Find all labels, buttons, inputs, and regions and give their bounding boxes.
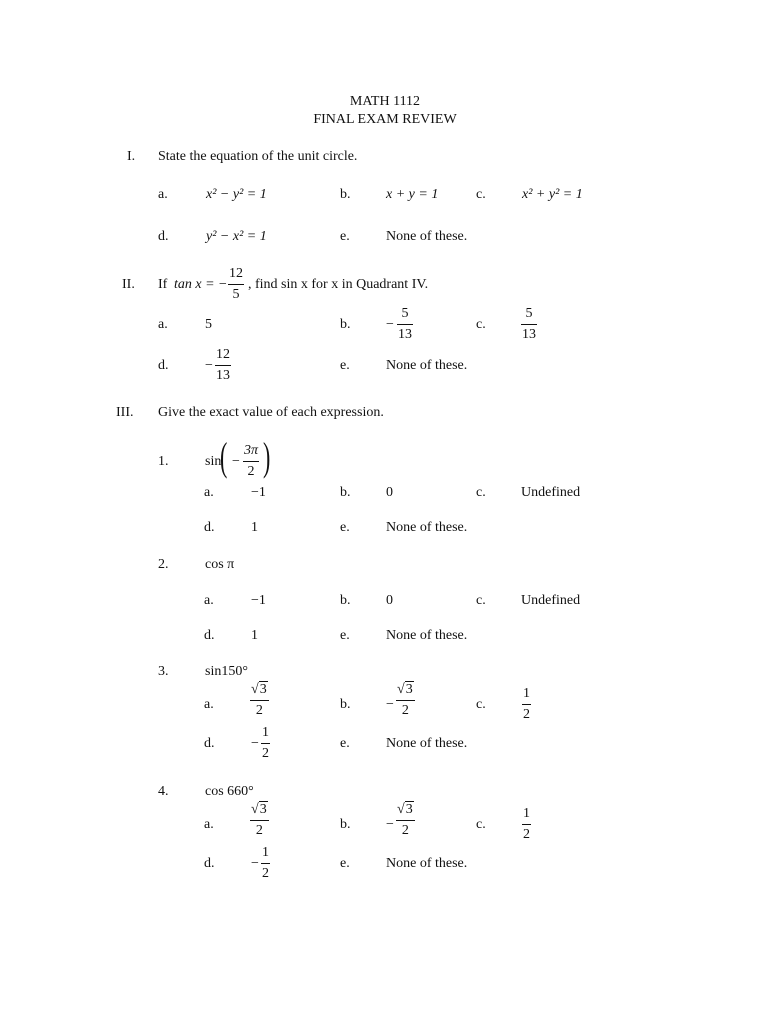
- q2-choice-c-letter: c.: [476, 593, 486, 608]
- q3-choice-b-letter: b.: [340, 697, 351, 712]
- s1-choice-e-letter: e.: [340, 229, 350, 244]
- q2-choice-a-letter: a.: [204, 593, 214, 608]
- s2-choice-b-fraction: [397, 307, 413, 342]
- section-1-numeral: I.: [127, 149, 136, 164]
- fraction-denominator: 2: [523, 707, 530, 722]
- q2-choice-d-text: 1: [251, 628, 258, 643]
- q4-number: 4.: [158, 784, 169, 799]
- sqrt-radicand: 3: [259, 802, 267, 817]
- q4-choice-a-fraction: [250, 803, 269, 838]
- q3-choice-a-letter: a.: [204, 697, 214, 712]
- s1-choice-b-letter: b.: [340, 187, 351, 202]
- q4-choice-b-letter: b.: [340, 817, 351, 832]
- fraction-numerator: 3π: [243, 444, 259, 462]
- q3-choice-b-fraction: [396, 683, 415, 718]
- fraction-denominator: 13: [522, 327, 536, 342]
- q1-choice-e-letter: e.: [340, 520, 350, 535]
- q3-choice-c-fraction: [522, 687, 531, 722]
- q4-choice-c-fraction: [522, 807, 531, 842]
- q4-choice-a-letter: a.: [204, 817, 214, 832]
- q3-expression: sin150°: [205, 664, 248, 679]
- q3-choice-e-letter: e.: [340, 736, 350, 751]
- s1-choice-a-letter: a.: [158, 187, 168, 202]
- q1-choice-b-letter: b.: [340, 485, 351, 500]
- fraction-numerator: 5: [397, 307, 413, 325]
- q1-choice-c-letter: c.: [476, 485, 486, 500]
- s2-choice-e-text: None of these.: [386, 358, 468, 373]
- s1-choice-c-letter: c.: [476, 187, 486, 202]
- fraction-numerator: [250, 683, 269, 701]
- section-3-numeral: III.: [116, 405, 134, 420]
- q3-choice-b-sign: −: [386, 697, 394, 712]
- sqrt-symbol: √3: [397, 682, 413, 697]
- exam-title: FINAL EXAM REVIEW: [313, 112, 457, 127]
- fraction-denominator: 2: [255, 823, 263, 838]
- fraction-denominator: 5: [232, 287, 240, 302]
- q3-choice-d-letter: d.: [204, 736, 215, 751]
- right-paren: ): [262, 434, 271, 479]
- sqrt-symbol: √3: [251, 802, 267, 817]
- q4-choice-b-sign: −: [386, 817, 394, 832]
- q2-choice-e-text: None of these.: [386, 628, 468, 643]
- s1-choice-a-text: x² − y² = 1: [206, 187, 267, 202]
- q2-choice-e-letter: e.: [340, 628, 350, 643]
- q1-choice-d-text: 1: [251, 520, 258, 535]
- section-2-prompt-start: If: [158, 277, 168, 292]
- s1-choice-b-text: x + y = 1: [386, 187, 439, 202]
- section-3-prompt: Give the exact value of each expression.: [158, 405, 384, 420]
- q3-number: 3.: [158, 664, 169, 679]
- s2-choice-c-letter: c.: [476, 317, 486, 332]
- s2-choice-a-text: 5: [205, 317, 212, 332]
- course-title: MATH 1112: [349, 94, 421, 109]
- q4-choice-d-letter: d.: [204, 856, 215, 871]
- q2-choice-b-text: 0: [386, 593, 393, 608]
- q3-choice-c-letter: c.: [476, 697, 486, 712]
- s1-choice-e-text: None of these.: [386, 229, 468, 244]
- sqrt-symbol: √3: [397, 802, 413, 817]
- q1-fraction: [243, 444, 259, 479]
- q2-choice-a-text: −1: [251, 593, 266, 608]
- q3-choice-d-fraction: [261, 726, 270, 761]
- section-1-prompt: State the equation of the unit circle.: [158, 149, 358, 164]
- s2-choice-d-fraction: [215, 348, 231, 383]
- sqrt-symbol: √3: [251, 682, 267, 697]
- q1-sign: −: [232, 454, 240, 469]
- fraction-denominator: 13: [216, 368, 230, 383]
- q3-choice-e-text: None of these.: [386, 736, 468, 751]
- q4-expression: cos 660°: [205, 784, 254, 799]
- s2-choice-b-sign: −: [386, 317, 394, 332]
- fraction-denominator: 2: [262, 866, 269, 881]
- q4-choice-d-fraction: [261, 846, 270, 881]
- section-2-prompt-fraction: [228, 267, 244, 302]
- q1-choice-a-text: −1: [251, 485, 266, 500]
- q1-choice-b-text: 0: [386, 485, 393, 500]
- s1-choice-d-letter: d.: [158, 229, 169, 244]
- q1-choice-c-text: Undefined: [521, 485, 581, 500]
- q3-choice-d-sign: −: [251, 736, 259, 751]
- q4-choice-c-letter: c.: [476, 817, 486, 832]
- q4-choice-b-fraction: [396, 803, 415, 838]
- fraction-denominator: 2: [255, 703, 263, 718]
- section-2-prompt-end: , find sin x for x in Quadrant IV.: [248, 277, 429, 292]
- sqrt-radicand: 3: [259, 682, 267, 697]
- fraction-numerator: [396, 683, 415, 701]
- s1-choice-d-text: y² − x² = 1: [206, 229, 267, 244]
- fraction-numerator: 5: [521, 307, 537, 325]
- section-2-numeral: II.: [122, 277, 135, 292]
- fraction-numerator: 1: [261, 846, 270, 864]
- fraction-numerator: 1: [261, 726, 270, 744]
- q3-choice-a-fraction: [250, 683, 269, 718]
- s2-choice-e-letter: e.: [340, 358, 350, 373]
- s1-choice-c-text: x² + y² = 1: [522, 187, 583, 202]
- q1-func: sin: [205, 454, 222, 469]
- sqrt-radicand: 3: [405, 682, 413, 697]
- left-paren: (: [219, 434, 228, 479]
- q1-choice-d-letter: d.: [204, 520, 215, 535]
- q1-number: 1.: [158, 454, 169, 469]
- q2-choice-b-letter: b.: [340, 593, 351, 608]
- fraction-numerator: 1: [522, 807, 531, 825]
- section-2-prompt-math: tan x = −: [174, 277, 228, 292]
- s2-choice-c-fraction: [521, 307, 537, 342]
- fraction-numerator: [396, 803, 415, 821]
- fraction-denominator: 2: [523, 827, 530, 842]
- s2-choice-a-letter: a.: [158, 317, 168, 332]
- s2-choice-d-sign: −: [205, 358, 213, 373]
- fraction-numerator: 1: [522, 687, 531, 705]
- q4-choice-e-text: None of these.: [386, 856, 468, 871]
- fraction-numerator: 12: [215, 348, 231, 366]
- q1-choice-a-letter: a.: [204, 485, 214, 500]
- q2-choice-c-text: Undefined: [521, 593, 581, 608]
- fraction-denominator: 13: [398, 327, 412, 342]
- sqrt-radicand: 3: [405, 802, 413, 817]
- q2-expression: cos π: [205, 557, 235, 572]
- fraction-numerator: [250, 803, 269, 821]
- fraction-numerator: 12: [228, 267, 244, 285]
- fraction-denominator: 2: [247, 464, 255, 479]
- s2-choice-d-letter: d.: [158, 358, 169, 373]
- q1-choice-e-text: None of these.: [386, 520, 468, 535]
- s2-choice-b-letter: b.: [340, 317, 351, 332]
- fraction-denominator: 2: [401, 703, 409, 718]
- q2-number: 2.: [158, 557, 169, 572]
- q4-choice-e-letter: e.: [340, 856, 350, 871]
- q4-choice-d-sign: −: [251, 856, 259, 871]
- q2-choice-d-letter: d.: [204, 628, 215, 643]
- fraction-denominator: 2: [401, 823, 409, 838]
- fraction-denominator: 2: [262, 746, 269, 761]
